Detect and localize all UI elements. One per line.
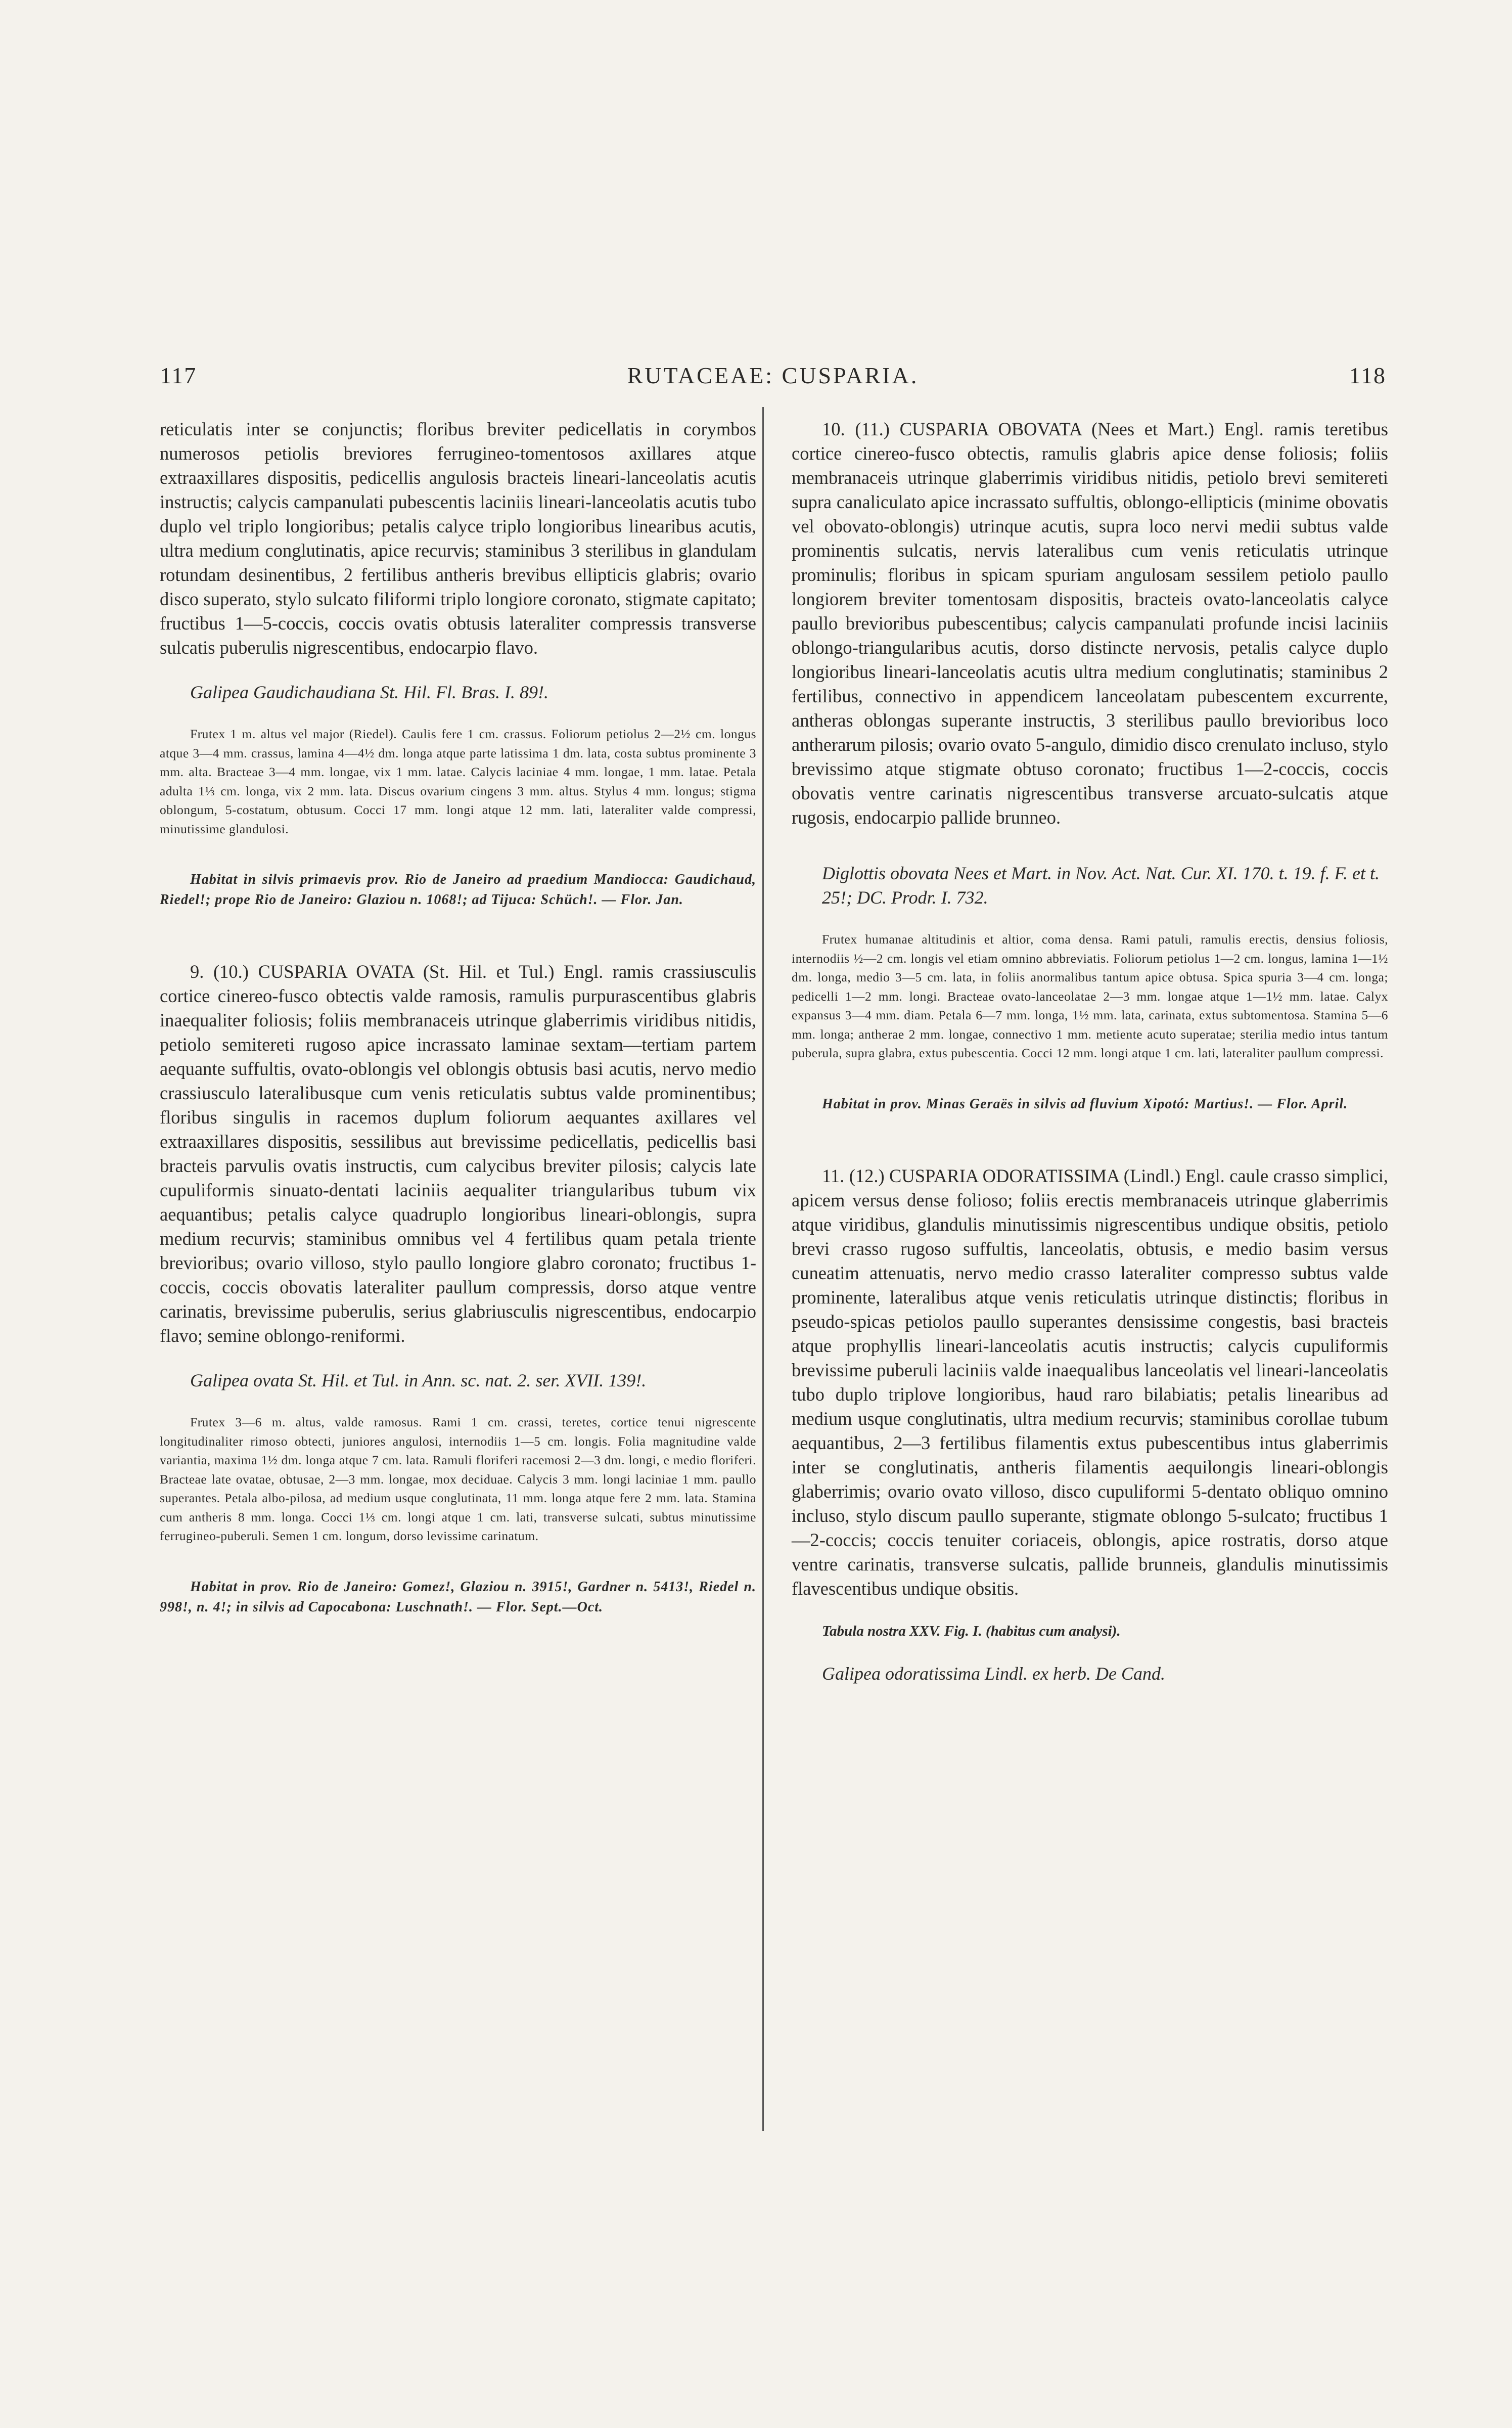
synonym-citation: Galipea odoratissima Lindl. ex herb. De Cand. <box>822 1663 1165 1684</box>
synonym-citation: Diglottis obovata Nees et Mart. in Nov. Act. Nat. Cur. XI. 170. t. 19. f. F. et t. 25!; DC. Prodr. I. 732. <box>822 863 1380 908</box>
habitat-note: Habitat in prov. Rio de Janeiro: Gomez!, Glaziou n. 3915!, Gardner n. 5413!, Riedel n. 998!, n. 4!; in silvis ad Capocabona: Luschnath!. — Flor. Sept.—Oct. <box>160 1579 756 1615</box>
synonym-citation: Galipea ovata St. Hil. et Tul. in Ann. sc. nat. 2. ser. XVII. 139!. <box>190 1370 647 1390</box>
species-description: 10. (11.) CUSPARIA OBOVATA (Nees et Mart.) Engl. ramis teretibus cortice cinereo-fusco obtectis, ramulis glabris apice dense foliosis; foliis membranaceis utrinque glaberrimis viridibus nitidis, petiolo brevi semitereti supra canaliculato apice incrassato suffultis, oblongo-ellipticis (minime obovatis vel obovato-oblongis) utrinque acutis, supra loco nervi medii subtus valde prominentis sulcatis, nervis lateralibus cum venis reticulatis utrinque prominulis; floribus in spicam spuriam angulosam sessilem petiolo paullo longiorem breviter tomentosam dispositis, bracteis ovato-lanceolatis calyce paullo brevioribus pubescentibus; calycis campanulati profunde incisi laciniis oblongo-triangularibus acutis, dorso distincte nervosis, petalis calyce duplo longioribus lineari-lanceolatis acutis ultra medium conglutinatis; staminibus 2 fertilibus, connectivo in appendicem lanceolatam pubescentem excurrente, antheras oblongas superante instructis, 3 sterilibus paullo brevioribus loco antherarum pilosis; ovario ovato 5-angulo, dimidio disco crenulato incluso, stylo brevissimo atque stigmate obtuso coronato; fructibus 1—2-coccis, coccis obovatis ventre carinatis nigrescentibus transverse arcuato-sulcatis atque rugosis, endocarpio pallide brunneo. <box>792 419 1388 828</box>
measurements-note: Frutex 3—6 m. altus, valde ramosus. Rami 1 cm. crassi, teretes, cortice tenui nigrescente longitudinaliter rimoso obtecti, juniores angulosi, internodiis 1—5 cm. longis. Folia magnitudine valde variantia, maxima 1½ dm. longa atque 7 cm. lata. Ramuli floriferi racemosi 2—3 dm. longi, e medio floriferi. Bracteae late ovatae, obtusae, 2—3 mm. longae, mox deciduae. Calycis 3 mm. longi laciniae 1 mm. paullo superantes. Petala albo-pilosa, ad medium usque conglutinata, 11 mm. longa atque fere 2 mm. lata. Stamina cum antheris 8 mm. longa. Cocci 1⅓ cm. longi atque 1 cm. lati, transverse sulcati, subtus minutissime ferrugineo-puberuli. Semen 1 cm. longum, dorso levissime carinatum. <box>160 1415 756 1543</box>
page-number-right: 118 <box>1349 363 1386 388</box>
species-description: 11. (12.) CUSPARIA ODORATISSIMA (Lindl.) Engl. caule crasso simplici, apicem versus dense folioso; foliis erectis membranaceis utrinque glaberrimis atque viridibus, glandulis minutissimis nigrescentibus undique obsitis, petiolo brevi crasso rugoso suffultis, lanceolatis, obtusis, e medio basim versus cuneatim attenuatis, nervo medio crasso lateraliter compresso subtus valde prominente, lateralibus atque venis reticulatis utrinque distinctis; floribus in pseudo-spicas petiolos paullo superantes densissime congestis, basi bracteis atque prophyllis lineari-lanceolatis acutis instructis; calycis cupuliformis brevissime puberuli laciniis valde inaequalibus lanceolatis vel lineari-lanceolatis tubo duplo triplove longioribus, haud raro bilabiatis; petalis linearibus ad medium usque conglutinatis, ultra medium recurvis; staminibus corollae tubum aequantibus, 2—3 fertilibus filamentis extus pubescentibus intus glaberrimis inter se conglutinatis, antheris filamentis aequilongis lineari-oblongis glaberrimis; ovario ovato villoso, disco cupuliformi 5-dentato obliquo omnino incluso, stylo discum paullo superante, stigmate oblongo 5-sulcato; fructibus 1—2-coccis; coccis tenuiter coriaceis, oblongis, apice rostratis, dorso atque ventre carinatis, transverse sulcatis, pallide brunneis, glandulis minutissimis flavescentibus undique obsitis. <box>792 1165 1388 1599</box>
page-header <box>160 362 1386 397</box>
description-continued: reticulatis inter se conjunctis; floribus breviter pedicellatis in corymbos numerosos petiolis breviores ferrugineo-tomentosos axillares atque extraaxillares dispositis, pedicellis angulosis bracteis lineari-lanceolatis acutis instructis; calycis campanulati pubescentis laciniis lineari-lanceolatis acutis tubo duplo vel triplo longioribus; petalis calyce triplo longioribus linearibus acutis, ultra medium conglutinatis, apice recurvis; staminibus 3 sterilibus in glandulam rotundam desinentibus, 2 fertilibus antheris brevibus ellipticis glabris; ovario disco superato, stylo sulcato filiformi triplo longiore coronato, stigmate capitato; fructibus 1—5-coccis, coccis ovatis obtusis lateraliter compressis transverse sulcatis puberulis nigrescentibus, endocarpio flavo. <box>160 419 756 658</box>
measurements-note: Frutex 1 m. altus vel major (Riedel). Caulis fere 1 cm. crassus. Foliorum petiolus 2—2½ cm. longus atque 3—4 mm. crassus, lamina 4—4½ dm. longa atque parte latissima 1 dm. lata, costa subtus prominente 3 mm. alta. Bracteae 3—4 mm. longae, vix 1 mm. latae. Calycis laciniae 4 mm. longae, 1 mm. latae. Petala adulta 1⅓ cm. longa, vix 2 mm. lata. Discus ovarium cingens 3 mm. altus. Stylus 4 mm. longus; stigma oblongum, 5-costatum, obtusum. Cocci 17 mm. longi atque 12 mm. lati, lateraliter valde compressi, minutissime glandulosi. <box>160 727 756 836</box>
species-description: 9. (10.) CUSPARIA OVATA (St. Hil. et Tul.) Engl. ramis crassiusculis cortice cinereo-fusco obtectis valde ramosis, ramulis purpurascentibus glabris inaequaliter foliosis; foliis membranaceis utrinque glaberrimis viridibus nitidis, petiolo semitereti rugoso apice incrassato laminae sextam—tertiam partem aequante suffultis, ovato-oblongis vel oblongis obtusis basi acutis, nervo medio crassiusculo lateralibusque cum venis reticulatis subtus valde prominentibus; floribus singulis in racemos duplum foliorum aequantes axillares vel extraaxillares dispositis, sessilibus aut brevissime pedicellatis, pedicellis basi bracteis parvulis ovatis instructis, cum calycibus breviter pilosis; calycis late cupuliformis sinuato-dentati laciniis aequaliter triangularibus tubum vix aequantibus; petalis calyce quadruplo longioribus lineari-oblongis, supra medium recurvis; staminibus omnibus vel 4 fertilibus quam petala triente brevioribus; ovario villoso, stylo paullo longiore glabro coronato; fructibus 1-coccis, coccis obovatis lateraliter paullum compressis, dorso atque ventre carinatis, brevissime puberulis, serius glabriusculis nigrescentibus, endocarpio flavo; semine oblongo-reniformi. <box>160 961 756 1346</box>
habitat-note: Habitat in prov. Minas Geraës in silvis ad fluvium Xipotó: Martius!. — Flor. April. <box>822 1096 1348 1112</box>
habitat-note: Habitat in silvis primaevis prov. Rio de Janeiro ad praedium Mandiocca: Gaudichaud, Riedel!; prope Rio de Janeiro: Glaziou n. 1068!; ad Tijuca: Schüch!. — Flor. Jan. <box>160 872 756 908</box>
measurements-note: Frutex humanae altitudinis et altior, coma densa. Rami patuli, ramulis erectis, densius foliosis, internodiis ½—2 cm. longis vel etiam omnino abbreviatis. Foliorum petiolus 1—2 cm. longus, lamina 1—1½ dm. longa, medio 3—5 cm. lata, in foliis anormalibus tantum apice obtusa. Spica spuria 3—4 cm. longa; pedicelli 1—2 mm. longi. Bracteae ovato-lanceolatae 2—3 mm. longae atque 1—1½ mm. latae. Calyx expansus 3—4 mm. diam. Petala 6—7 mm. longa, 1½ mm. lata, carinata, extus subtomentosa. Stamina 5—6 mm. longa; antherae 2 mm. longae, connectivo 1 mm. metiente acuto superatae; sterilia medio intus tantum puberula, supra glabra, extus pubescentia. Cocci 12 mm. longi atque 1 cm. lati, lateraliter paullum compressi. <box>792 932 1388 1060</box>
right-column <box>792 417 1388 1686</box>
left-column <box>160 417 756 1617</box>
synonym-citation: Galipea Gaudichaudiana St. Hil. Fl. Bras. I. 89!. <box>190 682 548 702</box>
running-head: RUTACEAE: CUSPARIA. <box>627 363 919 388</box>
page-number-left: 117 <box>160 363 197 388</box>
plate-reference: Tabula nostra XXV. Fig. I. (habitus cum analysi). <box>822 1623 1121 1639</box>
column-divider <box>762 407 764 2131</box>
